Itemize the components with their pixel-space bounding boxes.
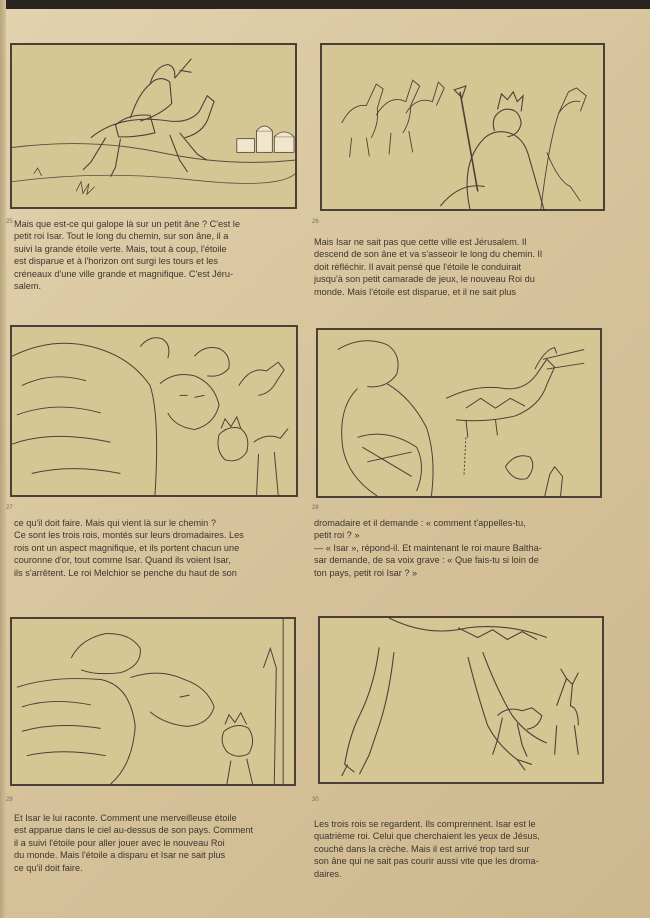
panel-26-illustration (320, 43, 605, 211)
caption-line: rois ont un aspect magnifique, et ils portent chacun une (14, 542, 240, 553)
caption-line: monde. Mais l'étoile est disparue, et il ne sait plus (314, 286, 516, 297)
caption-line: petit roi Isar. Tout le long du chemin, sur son âne, il a (14, 231, 229, 242)
caption-line: daires. (314, 868, 342, 879)
panel-30-number: 30 (312, 797, 319, 803)
caption-line: est apparue dans le ciel au-dessus de son pays. Comment (14, 825, 254, 836)
caption-line: Mais Isar ne sait pas que cette ville est Jérusalem. Il (314, 237, 527, 247)
caption-line: Ce sont les trois rois, montés sur leurs dromadaires. Les (14, 530, 244, 541)
panel-25-illustration (10, 43, 297, 209)
caption-line: suivi la grande étoile verte. Mais, tout à coup, l'étoile (14, 243, 227, 254)
caption-line: du monde. Mais l'étoile a disparu et Isar ne sait plus (14, 850, 226, 861)
caption-line: Mais que est-ce qui galope là sur un petit âne ? C'est le (14, 219, 240, 229)
caption-line: est disparue et à l'horizon ont surgi les tours et les (14, 256, 218, 267)
panel-28-illustration (316, 328, 602, 498)
panel-28-caption (314, 517, 607, 579)
caption-line: ce qu'il doit faire. (14, 862, 83, 873)
page-top-edge (0, 0, 650, 9)
caption-line: jusqu'à son petit camarade de jeux, le nouveau Roi du (314, 274, 535, 285)
caption-line: petit roi ? » (314, 530, 360, 541)
panel-30-caption (314, 818, 607, 880)
caption-line: son âne qui ne sait pas courir aussi vite que les droma- (314, 856, 539, 867)
caption-line: ton pays, petit roi Isar ? » (314, 567, 418, 578)
caption-line: créneaux d'une ville grande et magnifique. C'est Jéru- (14, 268, 234, 279)
panel-29-number: 29 (6, 797, 13, 803)
panel-27-illustration (10, 325, 298, 497)
caption-line: dromadaire et il demande : « comment t'appelles-tu, (314, 518, 526, 528)
caption-line: doit réfléchir. Il avait pensé que l'étoile le conduirait (314, 261, 522, 272)
panel-25-number: 25 (6, 219, 13, 225)
caption-line: Les trois rois se regardent. Ils comprennent. Isar est le (314, 819, 536, 829)
caption-line: couronne d'or, tout comme Isar. Quand ils voient Isar, (14, 555, 231, 566)
caption-line: quatrième roi. Celui que cherchaient les yeux de Jésus, (314, 831, 540, 842)
panel-26-caption (314, 236, 607, 298)
panel-25-caption (14, 218, 304, 292)
caption-line: couché dans la crèche. Mais il est arrivé trop tard sur (314, 843, 530, 854)
caption-line: Et Isar le lui raconte. Comment une merveilleuse étoile (14, 813, 237, 823)
caption-line: ce qu'il doit faire. Mais qui vient là sur le chemin ? (14, 518, 216, 528)
caption-line: descend de son âne et va s'asseoir le long du chemin. Il (314, 249, 543, 260)
caption-line: salem. (14, 281, 42, 292)
panel-27-number: 27 (6, 505, 13, 511)
panel-29-caption (14, 812, 304, 874)
panel-27-caption (14, 517, 304, 579)
panel-30-illustration (318, 616, 604, 784)
caption-line: — « Isar », répond-il. Et maintenant le roi maure Baltha- (314, 542, 542, 553)
panel-28-number: 28 (312, 505, 319, 511)
caption-line: il a suivi l'étoile pour aller jouer avec le nouveau Roi (14, 837, 225, 848)
panel-29-illustration (10, 617, 296, 786)
page-left-edge (0, 0, 6, 918)
caption-line: ils s'arrêtent. Le roi Melchior se penche du haut de son (14, 567, 237, 578)
panel-26-number: 26 (312, 219, 319, 225)
caption-line: sar demande, de sa voix grave : « Que fais-tu si loin de (314, 555, 539, 566)
